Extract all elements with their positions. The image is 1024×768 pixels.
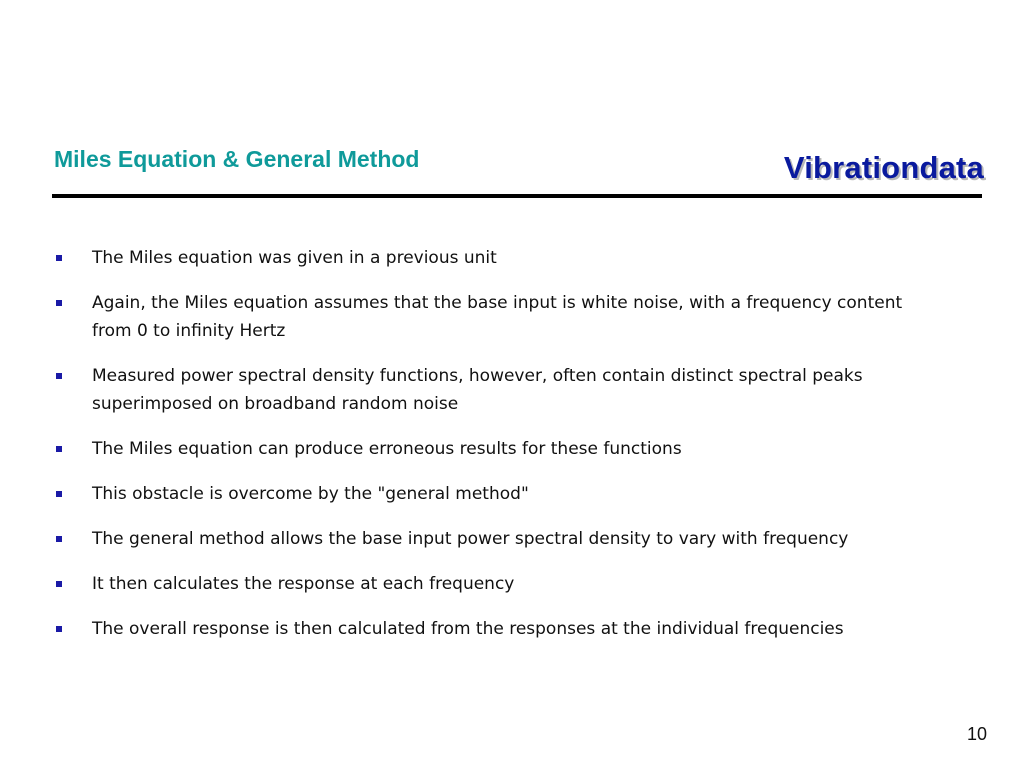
- square-bullet-icon: [56, 626, 62, 632]
- bullet-list: [54, 244, 934, 660]
- slide-title: Miles Equation & General Method: [54, 146, 420, 172]
- title-divider: [52, 194, 982, 198]
- bullet-item: [54, 289, 934, 345]
- bullet-text: The general method allows the base input power spectral density to vary with frequency: [92, 529, 849, 549]
- bullet-text: Again, the Miles equation assumes that the base input is white noise, with a frequency content from 0 to infinity Hertz: [92, 293, 903, 341]
- bullet-text: The Miles equation can produce erroneous results for these functions: [92, 439, 682, 459]
- bullet-item: [54, 435, 934, 463]
- square-bullet-icon: [56, 300, 62, 306]
- bullet-item: [54, 480, 934, 508]
- page-number: 10: [966, 724, 987, 744]
- square-bullet-icon: [56, 255, 62, 261]
- square-bullet-icon: [56, 446, 62, 452]
- square-bullet-icon: [56, 491, 62, 497]
- bullet-text: This obstacle is overcome by the "general method": [92, 484, 529, 504]
- bullet-item: [54, 615, 934, 643]
- bullet-text: It then calculates the response at each frequency: [92, 574, 515, 594]
- bullet-item: [54, 525, 934, 553]
- square-bullet-icon: [56, 581, 62, 587]
- square-bullet-icon: [56, 373, 62, 379]
- bullet-text: Measured power spectral density functions, however, often contain distinct spectral peaks superimposed on broadband random noise: [92, 366, 863, 414]
- bullet-item: [54, 570, 934, 598]
- square-bullet-icon: [56, 536, 62, 542]
- bullet-text: The Miles equation was given in a previous unit: [92, 248, 497, 268]
- vibrationdata-logo: Vibrationdata: [783, 150, 984, 185]
- bullet-item: [54, 244, 934, 272]
- bullet-item: [54, 362, 934, 418]
- bullet-text: The overall response is then calculated from the responses at the individual frequencies: [92, 619, 844, 639]
